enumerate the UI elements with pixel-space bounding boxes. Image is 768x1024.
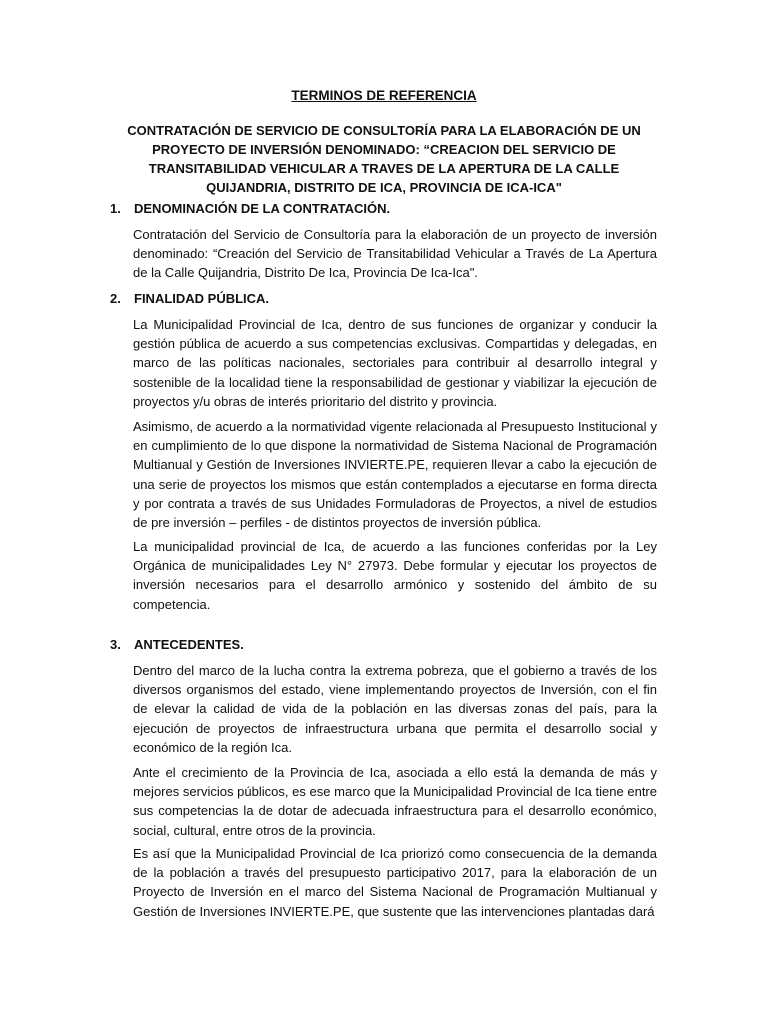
- section-heading-label: DENOMINACIÓN DE LA CONTRATACIÓN.: [134, 201, 391, 216]
- paragraph-finalidad-2: Asimismo, de acuerdo a la normatividad vigente relacionada al Presupuesto Institucional y en cumplimiento de lo que dispone la normatividad de Sistema Nacional de Programación Multianual y Gestión de Inversiones INVIERTE.PE, requieren llevar a cabo la ejecución de una serie de proyectos los mismos que están contemplados a ejecutarse en forma directa y por contrata a través de sus Unidades Formuladoras de Proyectos, a nivel de estudios de pre inversión – perfiles - de distintos proyectos de inversión pública.: [133, 419, 657, 531]
- section-heading-denominacion: [110, 201, 390, 216]
- section-number: 2.: [110, 291, 121, 306]
- paragraph-finalidad-3: La municipalidad provincial de Ica, de acuerdo a las funciones conferidas por la Ley Orgánica de municipalidades Ley N° 27973. Debe formular y ejecutar los proyectos de inversión necesarios para el desarrollo armónico y sostenido del ámbito de su competencia.: [133, 539, 657, 612]
- paragraph-antecedentes-2: Ante el crecimiento de la Provincia de Ica, asociada a ello está la demanda de más y mejores servicios públicos, es ese marco que la Municipalidad Provincial de Ica tiene entre sus competencias la de dotar de adecuada infraestructura para el desarrollo económico, social, cultural, entre otros de la provincia.: [133, 765, 657, 838]
- document-subtitle: CONTRATACIÓN DE SERVICIO DE CONSULTORÍA PARA LA ELABORACIÓN DE UN PROYECTO DE INVERSIÓN DENOMINADO: “CREACION DEL SERVICIO DE TRANSITABILIDAD VEHICULAR A TRAVES DE LA APERTURA DE LA CALLE QUIJANDRIA, DISTRITO DE ICA, PROVINCIA DE ICA-ICA": [127, 123, 641, 195]
- section-heading-antecedentes: [110, 637, 244, 652]
- section-heading-label: FINALIDAD PÚBLICA.: [134, 291, 270, 306]
- document-title: TERMINOS DE REFERENCIA: [291, 88, 477, 103]
- paragraph-antecedentes-3: Es así que la Municipalidad Provincial de Ica priorizó como consecuencia de la demanda de la población a través del presupuesto participativo 2017, para la elaboración de un Proyecto de Inversión en el marco del Sistema Nacional de Programación Multianual y Gestión de Inversiones INVIERTE.PE, que sustente que las intervenciones plantadas dará: [133, 846, 657, 919]
- section-number: 3.: [110, 637, 121, 652]
- section-heading-label: ANTECEDENTES.: [134, 637, 244, 652]
- section-number: 1.: [110, 201, 121, 216]
- section-heading-finalidad: [110, 291, 269, 306]
- paragraph-finalidad-1: La Municipalidad Provincial de Ica, dentro de sus funciones de organizar y conducir la gestión pública de acuerdo a sus competencias exclusivas. Compartidas y delegadas, en marco de las políticas nacionales, sectoriales para contribuir al desarrollo integral y sostenible de la localidad tiene la responsabilidad de gestionar y viabilizar la ejecución de proyectos y/u obras de interés prioritario del distrito y provincia.: [133, 317, 657, 409]
- paragraph-denominacion: Contratación del Servicio de Consultoría para la elaboración de un proyecto de inversión denominado: “Creación del Servicio de Transitabilidad Vehicular a Través de La Apertura de la Calle Quijandria, Distrito De Ica, Provincia De Ica-Ica".: [133, 227, 657, 281]
- paragraph-antecedentes-1: Dentro del marco de la lucha contra la extrema pobreza, que el gobierno a través de los diversos organismos del estado, viene implementando proyectos de Inversión, con el fin de elevar la calidad de vida de la población en las diversas zonas del país, para la ejecución de proyectos de infraestructura urbana que permita el desarrollo social y económico de la región Ica.: [133, 663, 657, 755]
